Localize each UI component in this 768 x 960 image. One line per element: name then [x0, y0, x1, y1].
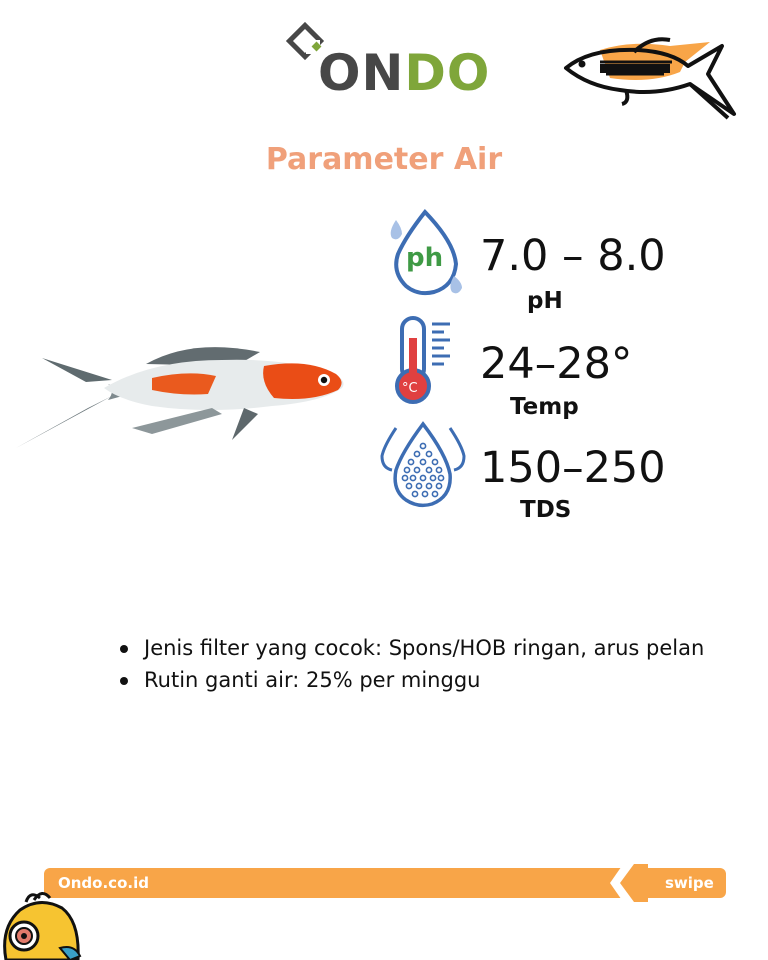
swordtail-lineart-icon: [560, 32, 740, 122]
logo-text-do: DO: [404, 44, 491, 102]
ph-label: pH: [527, 288, 563, 314]
mascot-bird-icon: [0, 888, 90, 960]
temp-value: 24–28°: [480, 339, 633, 389]
tds-droplets-icon: [378, 418, 468, 510]
swipe-chevron-icon: [608, 860, 648, 906]
tds-value: 150–250: [480, 443, 666, 493]
swordtail-fish-image: [12, 330, 352, 455]
svg-text:ph: ph: [406, 243, 444, 273]
ondo-logo: [286, 22, 491, 102]
logo-text-on: ON: [318, 44, 405, 102]
care-notes-list: [116, 632, 716, 696]
page-title: Parameter Air: [265, 142, 503, 177]
note-water-change: Rutin ganti air: 25% per minggu: [116, 664, 716, 696]
note-filter: Jenis filter yang cocok: Spons/HOB ringan, arus pelan: [116, 632, 716, 664]
temp-label: Temp: [510, 394, 579, 420]
logo-wordmark: [318, 44, 491, 102]
swipe-button[interactable]: swipe: [665, 874, 714, 892]
thermometer-icon: [384, 314, 466, 406]
tds-label: TDS: [520, 497, 572, 523]
svg-text:°C: °C: [402, 381, 418, 396]
footer-site-link[interactable]: Ondo.co.id: [58, 874, 149, 892]
ph-value: 7.0 – 8.0: [480, 231, 666, 281]
ph-droplet-icon: [384, 206, 466, 298]
